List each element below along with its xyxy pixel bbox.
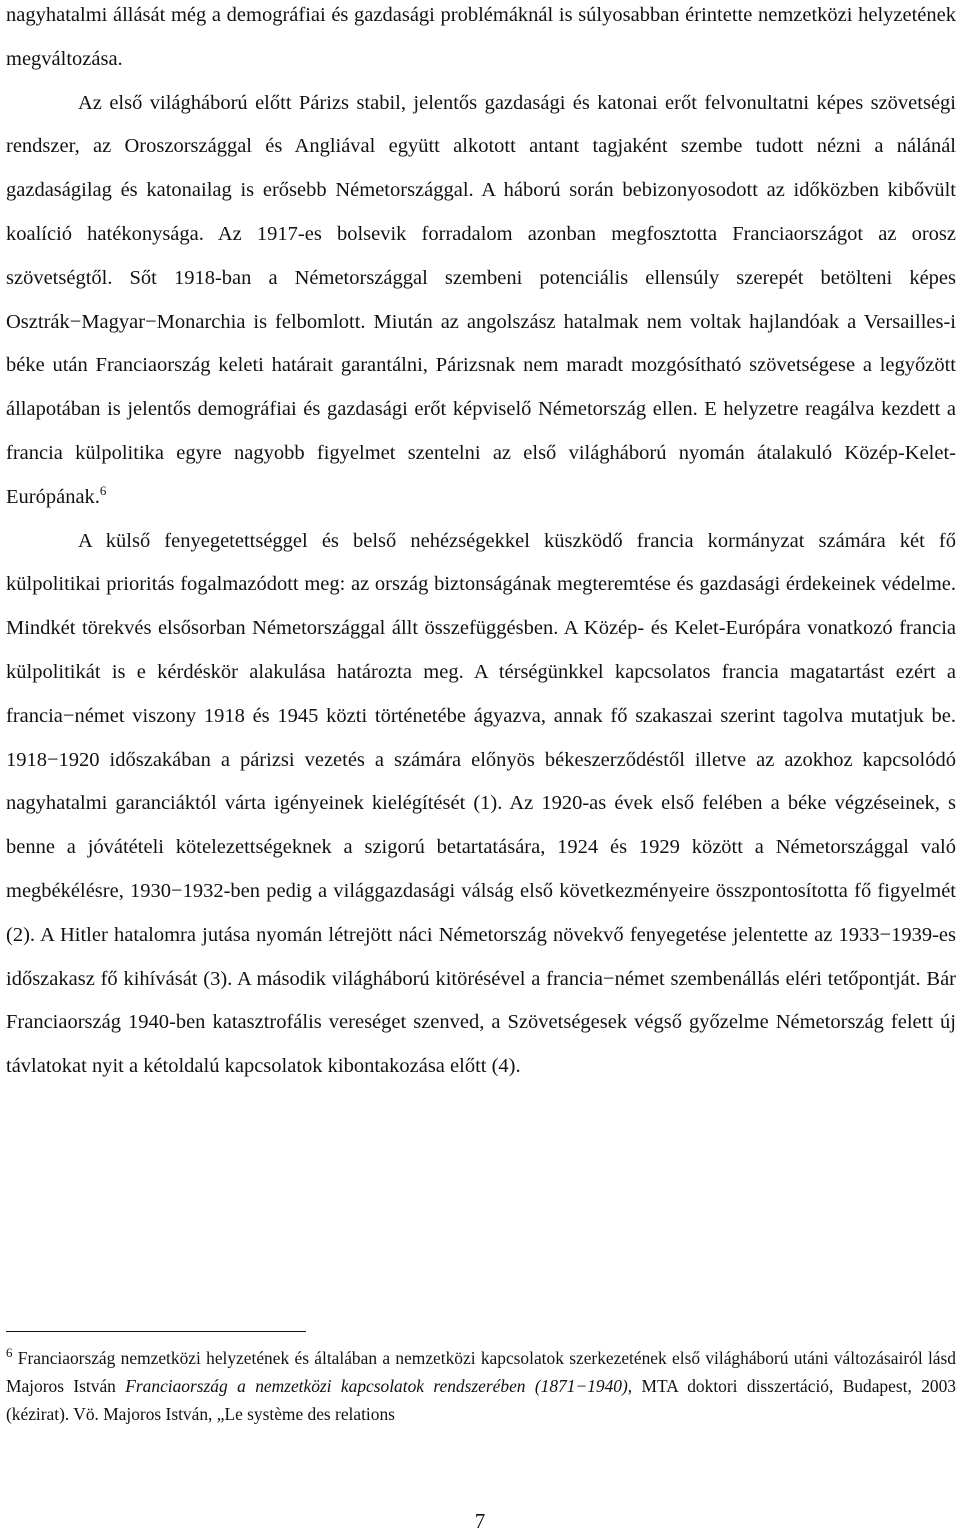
footnote-reference[interactable]: 6: [99, 482, 107, 498]
document-page: [6, 0, 956, 1089]
paragraph-text: A külső fenyegetettséggel és belső nehézségekkel küszködő francia kormányzat számára két fő külpolitikai prioritás fogalmazódott meg: az ország biztonságának megteremtése és gazdasági érdekeinek védelme. Mindkét törekvés elsősorban Németországgal állt összefüggésben. A Közép- és Kelet-Európára vonatkozó francia külpolitikát is e kérdéskör alakulása határozta meg. A térségünkkel kapcsolatos francia magatartást ezért a francia−német viszony 1918 és 1945 közti történetébe ágyazva, annak fő szakaszai szerint tagolva mutatjuk be. 1918−1920 időszakában a párizsi vezetés a számára előnyös békeszerződéstől illetve az azokhoz kapcsolódó nagyhatalmi garanciáktól várta igényeinek kielégítését (1). Az 1920-as évek első felében a béke végzéseinek, s benne a jóvátételi kötelezettségeknek a szigorú betartatására, 1924 és 1929 között a Németországgal való megbékélésre, 1930−1932-ben pedig a világgazdasági válság első következményeire összpontosította fő figyelmét (2). A Hitler hatalomra jutása nyomán létrejött náci Németország növekvő fenyegetése jelentette az 1933−1939-es időszakasz fő kihívását (3). A második világháború kitörésével a francia−német szembenállás eléri tetőpontját. Bár Franciaország 1940-ben katasztrofális vereséget szenved, a Szövetségesek végső győzelme Németország felett új távlatokat nyit a kétoldalú kapcsolatok kibontakozása előtt (4).: [6, 529, 956, 1078]
footnote: [6, 1344, 956, 1428]
paragraph: [6, 0, 956, 82]
paragraph: [6, 82, 956, 520]
body-text: [6, 0, 956, 1089]
footnote-separator: [6, 1331, 306, 1332]
footnote-text-before: Franciaország nemzetközi helyzetének és általában a nemzetközi kapcsolatok szerkezetének első világháború utáni változásairól lásd Majoros István: [6, 1348, 956, 1396]
paragraph-text: Az első világháború előtt Párizs stabil, jelentős gazdasági és katonai erőt felvonultatni képes szövetségi rendszer, az Oroszországgal és Angliával együtt alkotott antant tagjaként szembe tudott nézni a nálánál gazdaságilag és katonailag is erősebb Németországgal. A háború során bebizonyosodott az időközben kibővült koalíció hatékonysága. Az 1917-es bolsevik forradalom azonban megfosztotta Franciaországot az orosz szövetségtől. Sőt 1918-ban a Németországgal szembeni potenciális ellensúly szerepét betölteni képes Osztrák−Magyar−Monarchia is felbomlott. Miután az angolszász hatalmak nem voltak hajlandóak a Versailles-i béke után Franciaország keleti határait garantálni, Párizsnak nem maradt mozgósítható szövetségese a legyőzött állapotában is jelentős demográfiai és gazdasági erőt képviselő Németország ellen. E helyzetre reagálva kezdett a francia külpolitika egyre nagyobb figyelmet szentelni az első világháború nyomán átalakuló Közép-Kelet-Európának.: [6, 91, 956, 508]
footnote-text-after: , MTA doktori disszertáció, Budapest, 2003 (kézirat). Vö. Majoros István, „Le système des relations: [6, 1376, 956, 1424]
footnote-title: Franciaország a nemzetközi kapcsolatok rendszerében (1871−1940): [125, 1376, 628, 1396]
paragraph-text: nagyhatalmi állását még a demográfiai és gazdasági problémáknál is súlyosabban érintette nemzetközi helyzetének megváltozása.: [6, 4, 956, 70]
footnote-number: 6: [6, 1345, 13, 1361]
paragraph: [6, 520, 956, 1089]
page-number: 7: [474, 1509, 486, 1533]
